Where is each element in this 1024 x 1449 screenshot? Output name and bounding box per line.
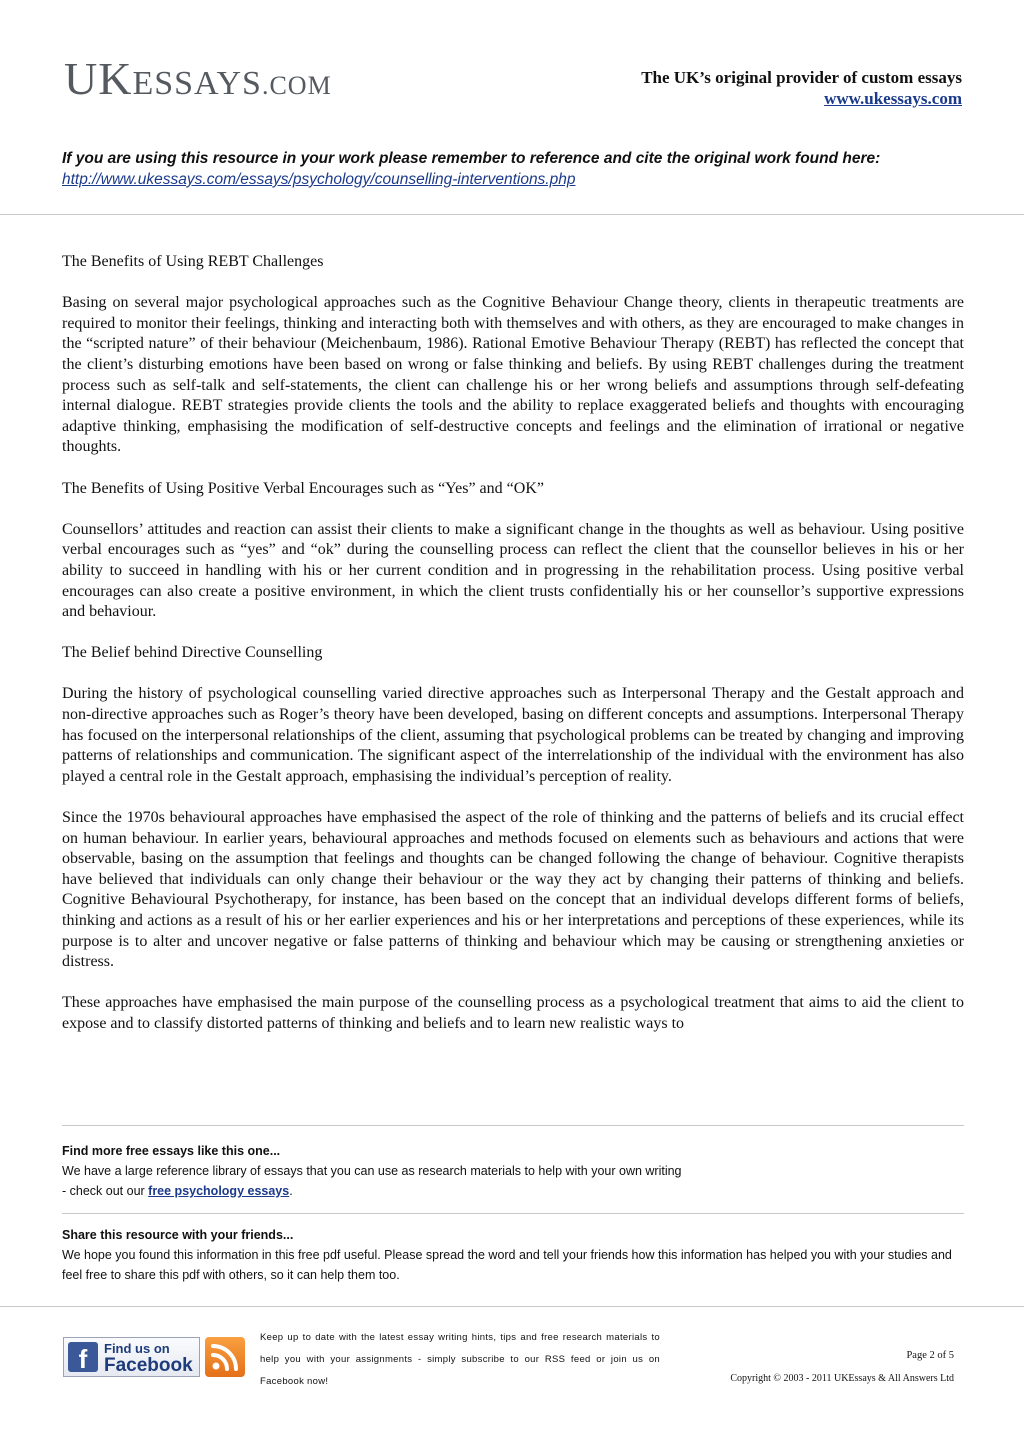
ukessays-logo[interactable] <box>64 52 332 105</box>
paragraph-rebt: Basing on several major psychological approaches such as the Cognitive Behaviour Change theory, clients in therapeutic treatments are required to monitor their feelings, thinking and interacting both with themselves and with others, as they are encouraged to make changes in the “scripted nature” of their behaviour (Meichenbaum, 1986). Rational Emotive Behaviour Therapy (REBT) has reflected the concept that the client’s disturbing emotions have been based on wrong or false thinking and beliefs. By using REBT challenges during the treatment process such as self-talk and self-statements, the client can challenge his or her wrong beliefs and assumptions through self-defeating internal dialogue. REBT strategies provide clients the tools and the ability to replace exaggerated beliefs and thoughts with encouraging adaptive thinking, emphasising the modification of self-destructive concepts and feelings and the elimination of irrational or negative thoughts. <box>62 294 964 456</box>
header-divider <box>0 214 1024 215</box>
citation-lead: If you are using this resource in your work please remember to reference and cite the original work found here: <box>62 150 881 167</box>
paragraph-behavioural-approaches: Since the 1970s behavioural approaches have emphasised the aspect of the role of thinking and the patterns of beliefs and its crucial effect on human behaviour. In earlier years, behavioural approaches and methods focused on elements such as behaviours and actions that were observable, basing on the assumption that feelings and thoughts can be changed following the change of behaviour. Cognitive therapists have believed that individuals can only change their behaviour or the way they act by changing their patterns of thinking and beliefs. Cognitive Behavioural Psychotherapy, for instance, has been based on the concept that an individual develops different forms of beliefs, thinking and actions as a result of his or her earlier experiences and his or her interpretations and perceptions of these experiences, while its purpose is to alter and uncover negative or false patterns of thinking and behaviour which may be causing or strengthening anxieties or distress. <box>62 809 964 971</box>
footer-divider <box>0 1306 1024 1307</box>
facebook-badge-line1: Find us on <box>104 1341 170 1356</box>
rss-icon <box>205 1337 245 1377</box>
promo-find-essays-text: We have a large reference library of essays that you can use as research materials to help with your own writing <box>62 1164 682 1178</box>
section-heading-directive-counselling: The Belief behind Directive Counselling <box>62 644 323 662</box>
rss-feed-button[interactable] <box>205 1337 245 1377</box>
copyright-notice: Copyright © 2003 - 2011 UKEssays & All Answers Ltd <box>730 1373 954 1384</box>
paragraph-counselling-purpose: These approaches have emphasised the main purpose of the counselling process as a psychological treatment that aims to aid the client to expose and to classify distorted patterns of thinking and beliefs and to learn new realistic ways to <box>62 994 964 1032</box>
section-heading-rebt: The Benefits of Using REBT Challenges <box>62 253 324 270</box>
promo-share-title: Share this resource with your friends... <box>62 1228 294 1242</box>
promo-divider <box>62 1213 964 1214</box>
logo-essays: ESSAYS <box>132 65 262 102</box>
header-tagline: The UK’s original provider of custom essays <box>641 68 962 87</box>
header-tagline-block <box>542 67 962 109</box>
header-website-link[interactable]: www.ukessays.com <box>824 89 962 108</box>
essay-body <box>62 252 964 1055</box>
promo-line2-prefix: - check out our <box>62 1184 149 1198</box>
content-divider <box>62 1125 964 1126</box>
logo-letter-k: K <box>98 53 133 104</box>
section-heading-verbal-encourages: The Benefits of Using Positive Verbal Encourages such as “Yes” and “OK” <box>62 479 544 497</box>
facebook-badge-line2: Facebook <box>104 1355 193 1376</box>
citation-url-link[interactable]: http://www.ukessays.com/essays/psychology/counselling-interventions.php <box>62 171 576 188</box>
promo-find-essays-title: Find more free essays like this one... <box>62 1144 281 1158</box>
promo-line2-suffix: . <box>289 1184 293 1198</box>
page-number: Page 2 of 5 <box>906 1350 954 1361</box>
logo-letter-u: U <box>64 53 99 104</box>
promo-find-essays-line2 <box>62 1181 967 1201</box>
citation-notice <box>62 148 967 190</box>
promo-find-essays <box>62 1141 967 1201</box>
logo-com: .COM <box>261 71 332 100</box>
free-psychology-essays-link[interactable]: free psychology essays <box>148 1184 290 1198</box>
footer-subscribe-text: Keep up to date with the latest essay writing hints, tips and free research materials to help you with your assignments - simply subscribe to our RSS feed or join us on Facebook now! <box>260 1332 660 1387</box>
paragraph-verbal-encourages: Counsellors’ attitudes and reaction can assist their clients to make a significant change in the thoughts as well as behaviour. Using positive verbal encourages such as “yes” and “ok” during the counselling process can reflect the client that the counsellor believes in his or her ability to succeed in handling with his or her current condition and in progressing in the rehabilitation process. Using positive verbal encourages can also create a positive environment, in which the client trusts confidentially his or her counsellor’s supportive expressions and behaviour. <box>62 520 964 621</box>
promo-share <box>62 1225 967 1285</box>
facebook-badge-button[interactable] <box>63 1337 200 1377</box>
facebook-icon: f <box>68 1342 98 1372</box>
facebook-badge-text <box>104 1340 193 1374</box>
paragraph-directive-counselling: During the history of psychological counselling varied directive approaches such as Interpersonal Therapy and the Gestalt approach and non-directive approaches such as Roger’s theory have been developed, basing on different concepts and assumptions. Interpersonal Therapy has focused on the interpersonal relationships of the client, assuming that psychological problems can be treated by changing and improving patterns of relationships and communication. The significant aspect of the interrelationship of the individual with the environment has also played a central role in the Gestalt approach, emphasising the individual’s perception of reality. <box>62 685 964 785</box>
promo-share-text: We hope you found this information in this free pdf useful. Please spread the word and tell your friends how this information has helped you with your studies and feel free to share this pdf with others, so it can help them too. <box>62 1248 952 1282</box>
